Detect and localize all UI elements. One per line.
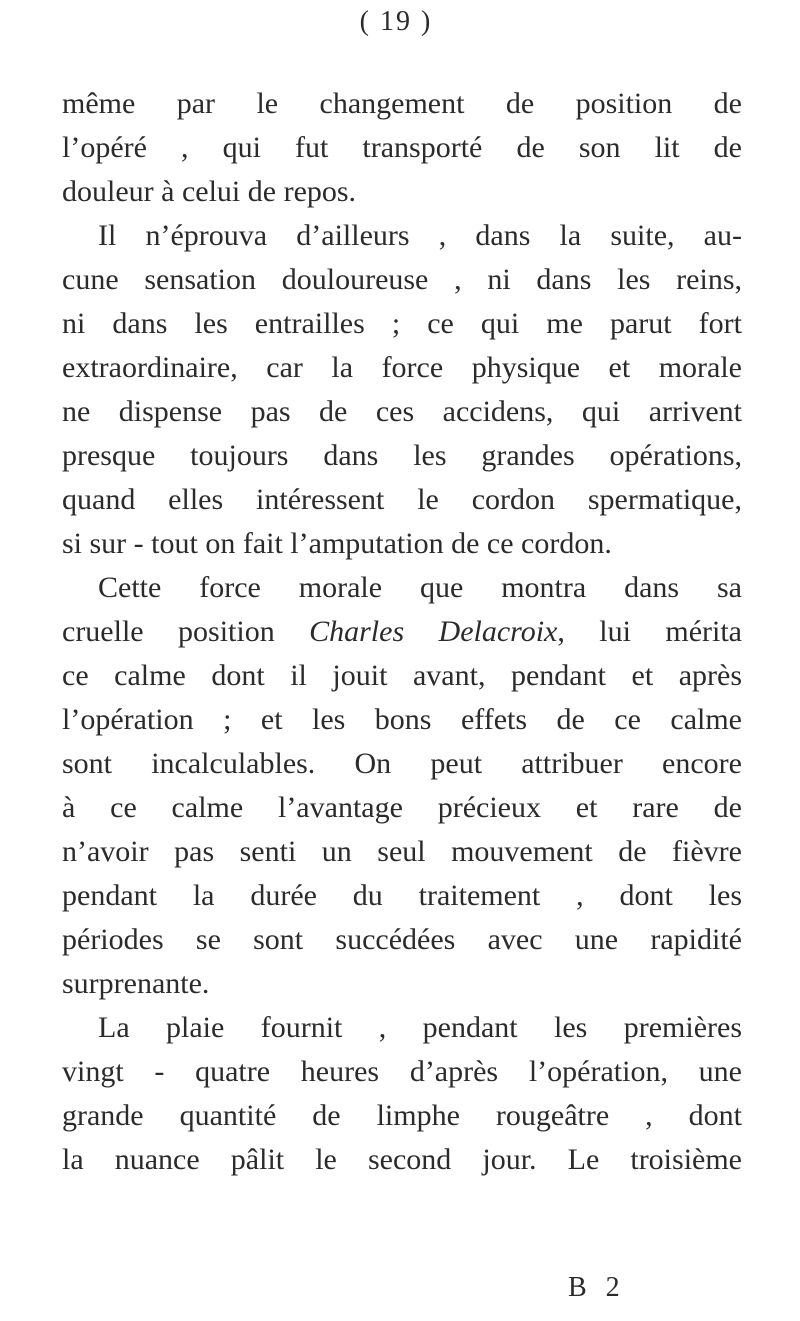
text-line: ne dispense pas de ces accidens, qui arrivent [62,395,742,428]
text-line: ni dans les entrailles ; ce qui me parut fort [62,307,742,340]
page-number: ( 19 ) [359,6,433,37]
text-line: grande quantité de limphe rougeâtre , dont [62,1099,742,1132]
text-line: sont incalculables. On peut attribuer encore [62,747,742,780]
text-line: si sur - tout on fait l’amputation de ce cordon. [62,527,612,560]
text-line: la nuance pâlit le second jour. Le troisième [62,1143,742,1176]
text-line: à ce calme l’avantage précieux et rare de [62,791,742,824]
text-line: n’avoir pas senti un seul mouvement de fièvre [62,835,742,868]
text-line: quand elles intéressent le cordon spermatique, [62,483,742,516]
text-line: ce calme dont il jouit avant, pendant et après [62,659,742,692]
text-line: La plaie fournit , pendant les premières [98,1011,742,1044]
text-line: Il n’éprouva d’ailleurs , dans la suite, au- [98,219,742,252]
text-line: presque toujours dans les grandes opérations, [62,439,742,472]
text-line: vingt - quatre heures d’après l’opération, une [62,1055,742,1088]
text-run: , lui mérita [557,615,742,648]
text-line [62,612,742,652]
text-line: périodes se sont succédées avec une rapidité [62,923,742,956]
text-line: douleur à celui de repos. [62,175,357,208]
text-line: l’opéré , qui fut transporté de son lit de [62,131,742,164]
text-line: cune sensation douloureuse , ni dans les reins, [62,263,742,296]
text-line: même par le changement de position de [62,87,742,120]
signature-mark: B 2 [568,1272,626,1303]
text-line: surprenante. [62,967,210,1000]
text-run: cruelle position [62,615,310,648]
text-line: pendant la durée du traitement , dont les [62,879,742,912]
person-name: Charles Delacroix [309,615,558,648]
text-line: Cette force morale que montra dans sa [98,571,742,604]
text-line: extraordinaire, car la force physique et morale [62,351,742,384]
text-line: l’opération ; et les bons effets de ce calme [62,703,742,736]
